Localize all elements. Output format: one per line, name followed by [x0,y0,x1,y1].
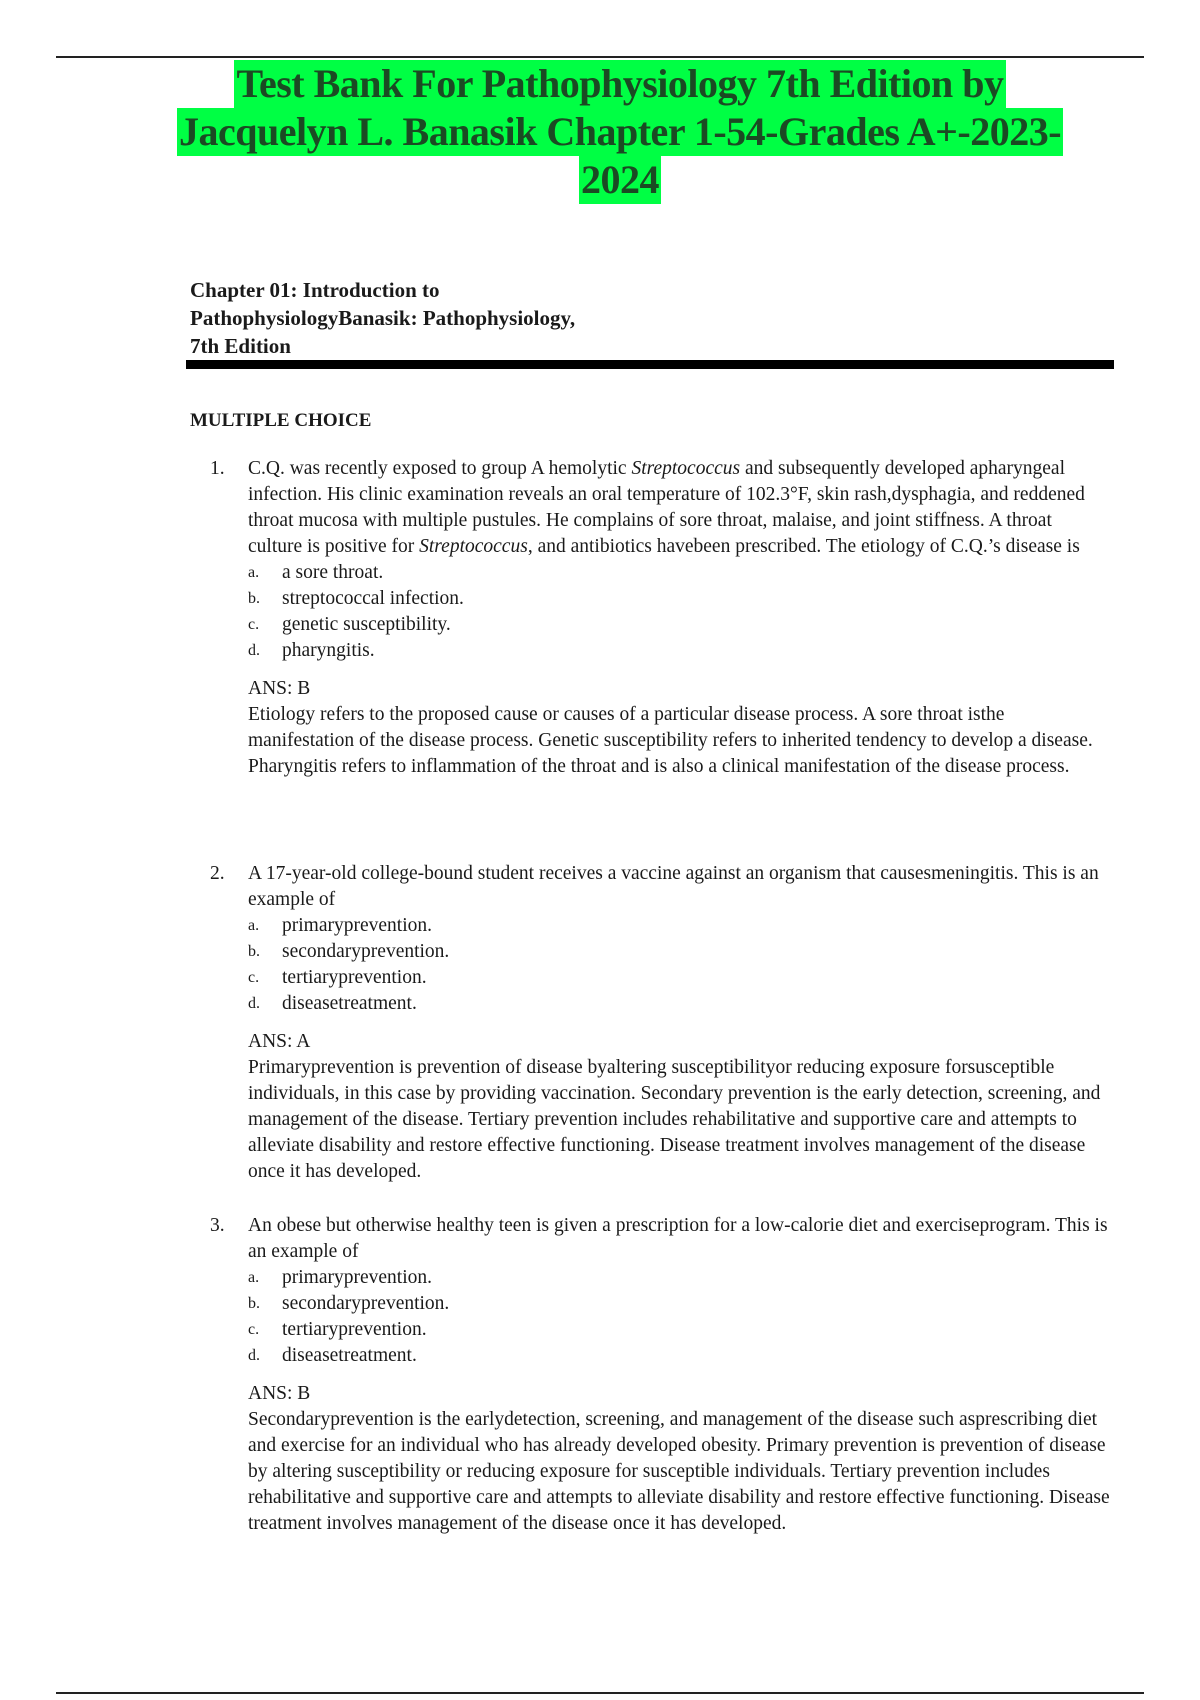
chapter-heading-line-1: Chapter 01: Introduction to [190,278,440,302]
option-letter: d. [248,995,260,1012]
option-d [248,991,1110,1017]
option-c [248,612,1110,638]
question-stem: A 17-year-old college-bound student receives a vaccine against an organism that causesmeningitis. This is an example of [248,863,1099,910]
answer-options [248,560,1110,664]
option-text: streptococcal infection. [282,588,464,609]
option-text: a sore throat. [282,562,384,583]
chapter-heading-line-3: 7th Edition [190,334,291,358]
option-letter: c. [248,1321,260,1338]
option-text: genetic susceptibility. [282,614,451,635]
title-line-2: Jacquelyn L. Banasik Chapter 1-54-Grades A+-2023- [178,109,1062,154]
option-letter: a. [248,564,260,581]
option-b [248,939,1110,965]
stem-italic-organism: Streptococcus [419,536,528,557]
bottom-rule [56,1692,1144,1694]
question-1 [210,456,1110,780]
answer-key: ANS: B [248,678,311,699]
rationale: Etiology refers to the proposed cause or causes of a particular disease process. A sore throat isthe manifestation of the disease process. Genetic susceptibility refers to inherited tendency to develop a disease. Pharyngitis refers to inflammation of the throat and is also a clinical manifestation of the disease process. [248,704,1093,777]
document-title [150,60,1090,204]
title-line-3: 2024 [581,157,659,202]
rationale: Secondaryprevention is the earlydetection, screening, and management of the disease such asprescribing diet and exercise for an individual who has already developed obesity. Primary prevention is prevention of disease by altering susceptibility or reducing exposure for susceptible individuals. Tertiary prevention includes rehabilitative and supportive care and attempts to alleviate disability and restore effective functioning. Disease treatment involves management of the disease once it has developed. [248,1409,1110,1534]
question-number: 2. [210,863,225,884]
question-number: 1. [210,458,225,479]
option-letter: a. [248,917,260,934]
heading-divider [186,360,1114,369]
question-3 [210,1213,1110,1537]
option-letter: c. [248,969,260,986]
option-text: pharyngitis. [282,640,375,661]
option-text: tertiaryprevention. [282,967,427,988]
option-letter: a. [248,1269,260,1286]
question-2 [210,861,1110,1185]
option-letter: d. [248,642,260,659]
top-rule [56,56,1144,58]
option-letter: d. [248,1347,260,1364]
chapter-heading-line-2: PathophysiologyBanasik: Pathophysiology, [190,306,576,330]
option-text: tertiaryprevention. [282,1319,427,1340]
option-text: diseasetreatment. [282,993,417,1014]
option-d [248,638,1110,664]
option-a [248,913,1110,939]
option-text: diseasetreatment. [282,1345,417,1366]
answer-key: ANS: B [248,1383,311,1404]
option-text: primaryprevention. [282,915,432,936]
option-letter: c. [248,616,260,633]
option-b [248,1291,1110,1317]
stem-text: C.Q. was recently exposed to group A hemolytic [248,458,632,479]
option-text: secondaryprevention. [282,941,450,962]
option-b [248,586,1110,612]
option-a [248,560,1110,586]
option-text: primaryprevention. [282,1267,432,1288]
option-text: secondaryprevention. [282,1293,450,1314]
question-stem: An obese but otherwise healthy teen is given a prescription for a low-calorie diet and exerciseprogram. This is an example of [248,1215,1108,1262]
option-c [248,1317,1110,1343]
answer-options [248,1265,1110,1369]
answer-key: ANS: A [248,1031,311,1052]
stem-text: and subsequently developed apharyngeal infection. His clinic examination reveals an oral temperature of 102.3°F, skin rash,dysphagia, and reddened throat mucosa with multiple pustules. He complains of sore throat, malaise, and joint stiffness. A throat culture is positive for [248,458,1085,557]
option-letter: b. [248,1295,260,1312]
question-stem [248,456,1110,560]
stem-text: , and antibiotics havebeen prescribed. The etiology of C.Q.’s disease is [527,536,1080,557]
option-c [248,965,1110,991]
section-title: MULTIPLE CHOICE [190,410,372,431]
question-number: 3. [210,1215,225,1236]
chapter-heading [190,276,710,360]
title-line-1: Test Bank For Pathophysiology 7th Edition by [236,61,1004,106]
answer-options [248,913,1110,1017]
option-letter: b. [248,590,260,607]
stem-italic-organism: Streptococcus [631,458,741,479]
option-letter: b. [248,943,260,960]
option-d [248,1343,1110,1369]
rationale: Primaryprevention is prevention of disease byaltering susceptibilityor reducing exposure forsusceptible individuals, in this case by providing vaccination. Secondary prevention is the early detection, screening, and management of the disease. Tertiary prevention includes rehabilitative and supportive care and attempts to alleviate disability and restore effective functioning. Disease treatment involves management of the disease once it has developed. [248,1057,1101,1182]
option-a [248,1265,1110,1291]
